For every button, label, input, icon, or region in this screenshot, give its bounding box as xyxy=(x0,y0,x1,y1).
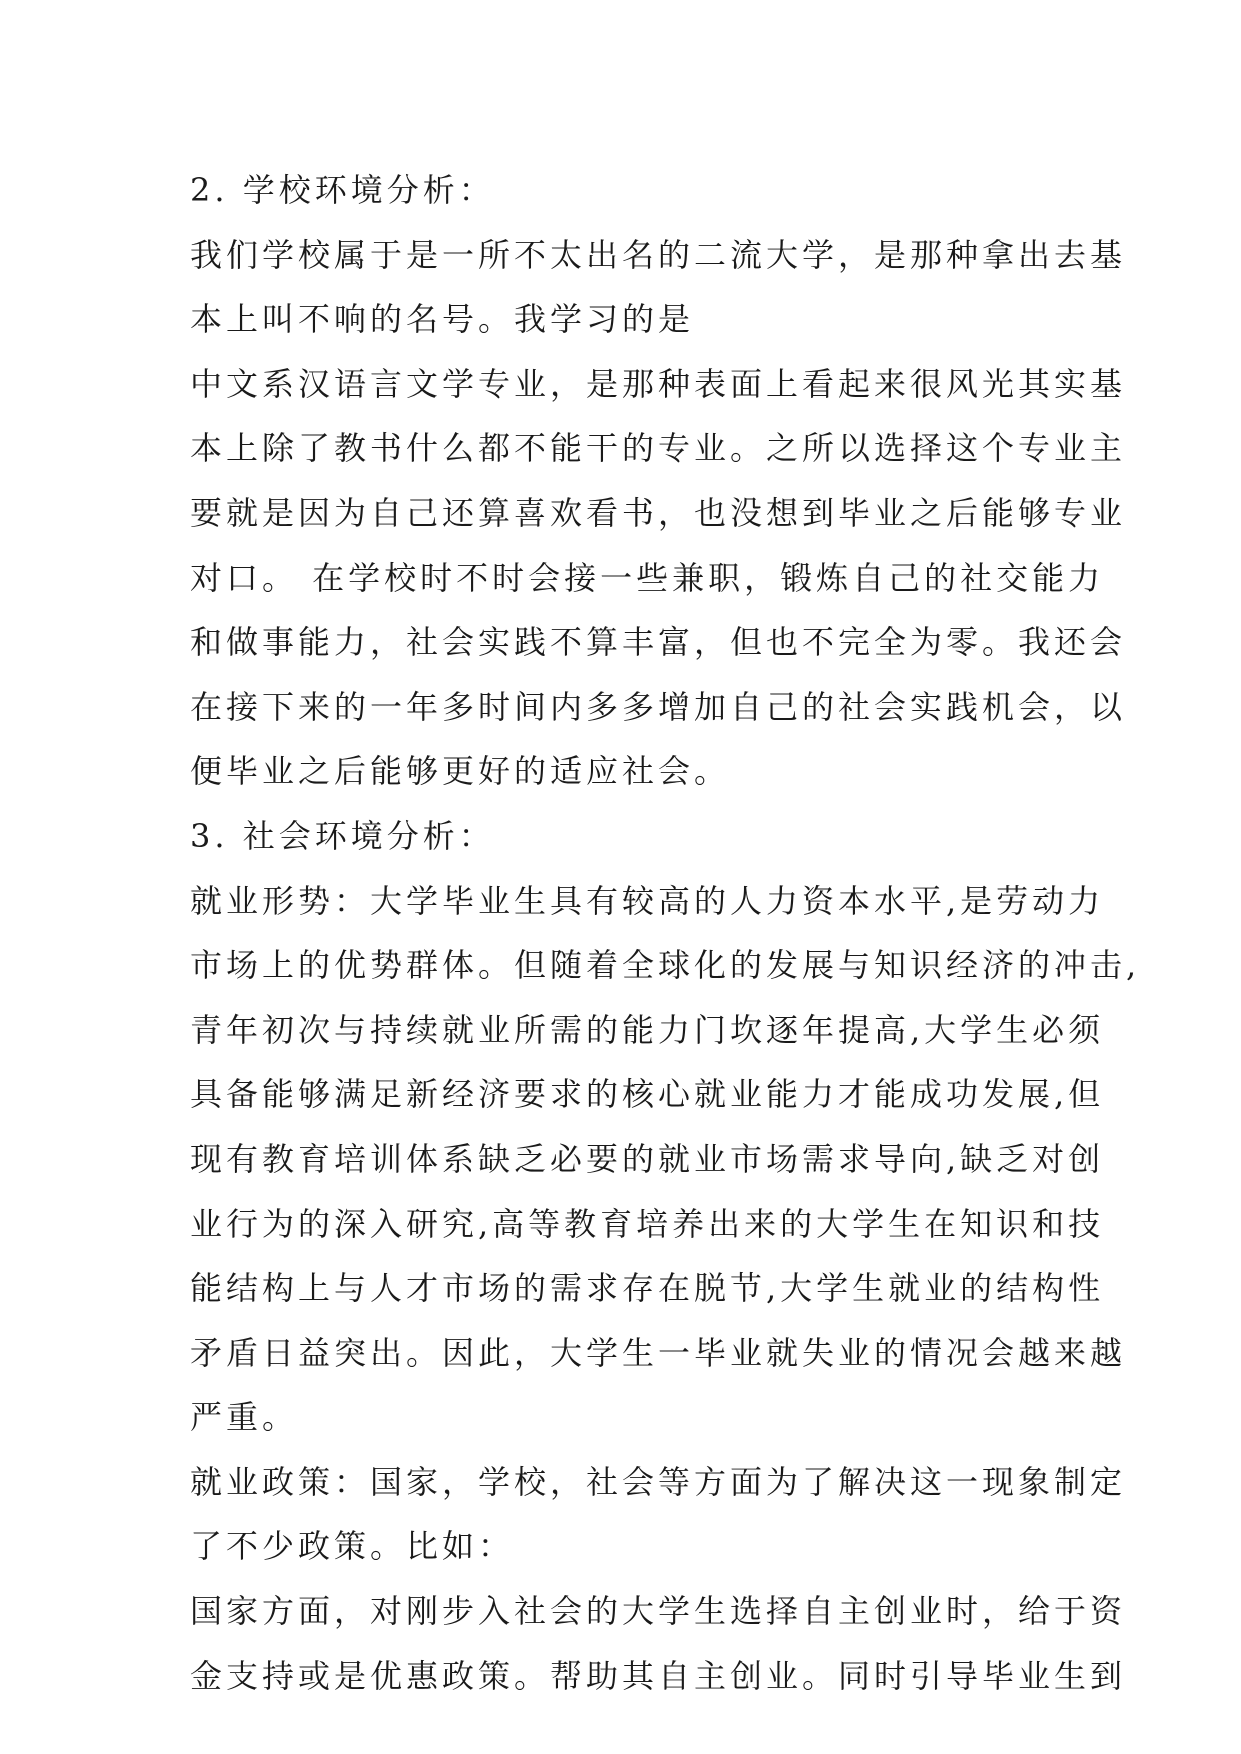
paragraph-line: 具备能够满足新经济要求的核心就业能力才能成功发展,但 xyxy=(190,1075,1105,1114)
paragraph-line: 国家方面，对刚步入社会的大学生选择自主创业时，给于资 xyxy=(190,1592,1127,1631)
paragraph-line: 本上除了教书什么都不能干的专业。之所以选择这个专业主 xyxy=(190,429,1127,468)
paragraph-line: 业行为的深入研究,高等教育培养出来的大学生在知识和技 xyxy=(190,1204,1105,1243)
paragraph-line: 严重。 xyxy=(190,1398,299,1437)
paragraph-line: 便毕业之后能够更好的适应社会。 xyxy=(190,752,731,791)
document-body xyxy=(190,158,1141,1708)
heading-social-analysis: 3. 社会环境分析： xyxy=(190,816,495,855)
paragraph-line: 要就是因为自己还算喜欢看书，也没想到毕业之后能够专业 xyxy=(190,493,1127,532)
heading-school-analysis: 2. 学校环境分析： xyxy=(190,171,495,209)
paragraph-line: 青年初次与持续就业所需的能力门坎逐年提高,大学生必须 xyxy=(190,1010,1105,1049)
paragraph-line: 就业政策：国家，学校，社会等方面为了解决这一现象制定 xyxy=(190,1462,1127,1501)
paragraph-line: 市场上的优势群体。但随着全球化的发展与知识经济的冲击, xyxy=(190,946,1141,985)
paragraph-line: 了不少政策。比如： xyxy=(190,1527,515,1566)
paragraph-line: 和做事能力，社会实践不算丰富，但也不完全为零。我还会 xyxy=(190,623,1127,662)
paragraph-line: 在接下来的一年多时间内多多增加自己的社会实践机会，以 xyxy=(190,687,1127,726)
paragraph-line: 现有教育培训体系缺乏必要的就业市场需求导向,缺乏对创 xyxy=(190,1139,1105,1178)
paragraph-line: 矛盾日益突出。因此，大学生一毕业就失业的情况会越来越 xyxy=(190,1333,1127,1372)
paragraph-line: 中文系汉语言文学专业，是那种表面上看起来很风光其实基 xyxy=(190,364,1127,403)
paragraph-line: 对口。 在学校时不时会接一些兼职，锻炼自己的社交能力 xyxy=(190,558,1105,597)
paragraph-line: 就业形势：大学毕业生具有较高的人力资本水平,是劳动力 xyxy=(190,881,1105,920)
paragraph-line: 本上叫不响的名号。我学习的是 xyxy=(190,300,695,339)
paragraph-line: 我们学校属于是一所不太出名的二流大学，是那种拿出去基 xyxy=(190,235,1127,274)
paragraph-line: 能结构上与人才市场的需求存在脱节,大学生就业的结构性 xyxy=(190,1269,1105,1308)
paragraph-line: 金支持或是优惠政策。帮助其自主创业。同时引导毕业生到 xyxy=(190,1656,1127,1695)
